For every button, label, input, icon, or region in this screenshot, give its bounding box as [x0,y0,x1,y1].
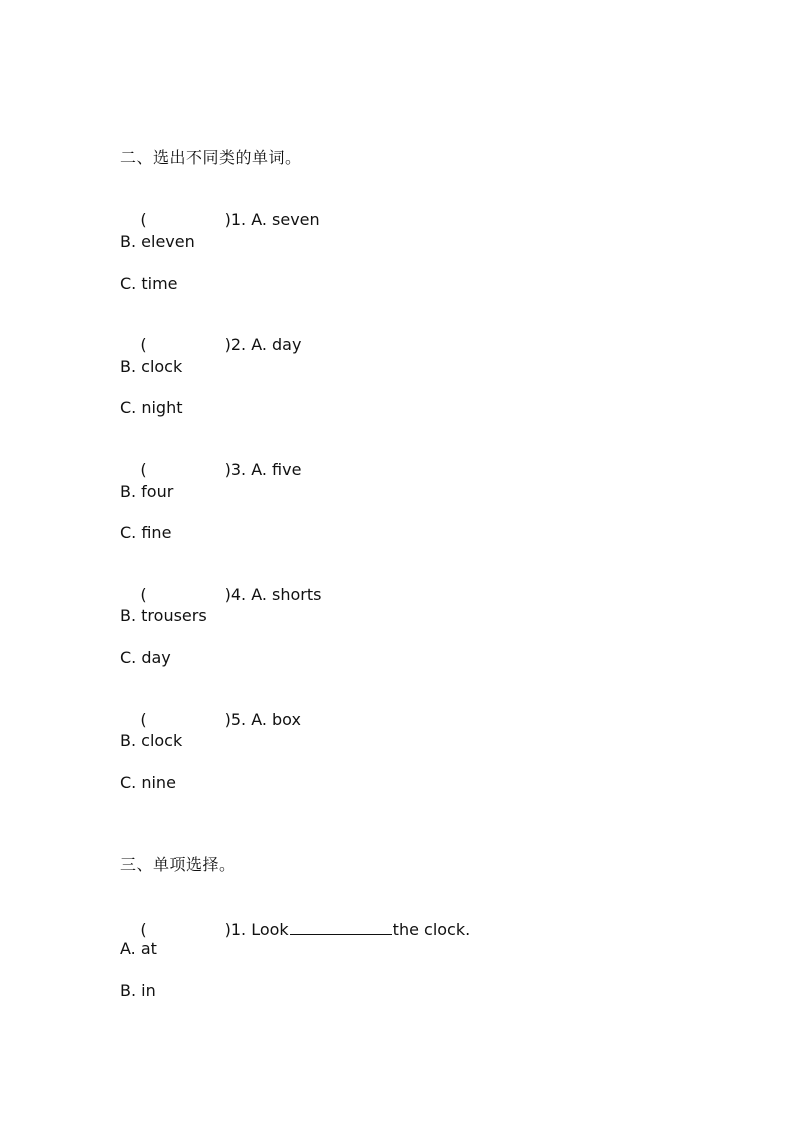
fill-in-blank-line[interactable] [290,918,392,935]
option-c: C. nine [120,773,176,792]
question-stem-before: )1. Look [224,920,289,939]
option-c: C. time [120,274,178,293]
option-b: B. clock [120,731,183,750]
question-stem: )5. A. box [224,710,301,729]
question-3-1 [120,898,470,960]
answer-paren-open: ( [140,585,147,604]
answer-paren-open: ( [140,920,147,939]
answer-paren-open: ( [140,335,147,354]
question-stem: )3. A. five [224,460,302,479]
option-b: B. in [120,981,156,1000]
option-b: B. clock [120,357,183,376]
answer-paren-open: ( [140,460,147,479]
option-c: C. fine [120,523,172,542]
option-b: B. eleven [120,232,195,251]
question-stem: )1. A. seven [224,210,320,229]
option-a: A. at [120,939,157,958]
option-b: B. four [120,482,174,501]
question-stem: )4. A. shorts [224,585,322,604]
question-stem-after: the clock. [392,920,471,939]
section-3-heading: 三、单项选择。 [120,855,236,874]
option-b: B. trousers [120,606,207,625]
option-c: C. day [120,648,171,667]
question-stem: )2. A. day [224,335,302,354]
option-c: C. night [120,398,183,417]
section-2-heading: 二、选出不同类的单词。 [120,148,302,167]
answer-paren-open: ( [140,710,147,729]
answer-paren-open: ( [140,210,147,229]
